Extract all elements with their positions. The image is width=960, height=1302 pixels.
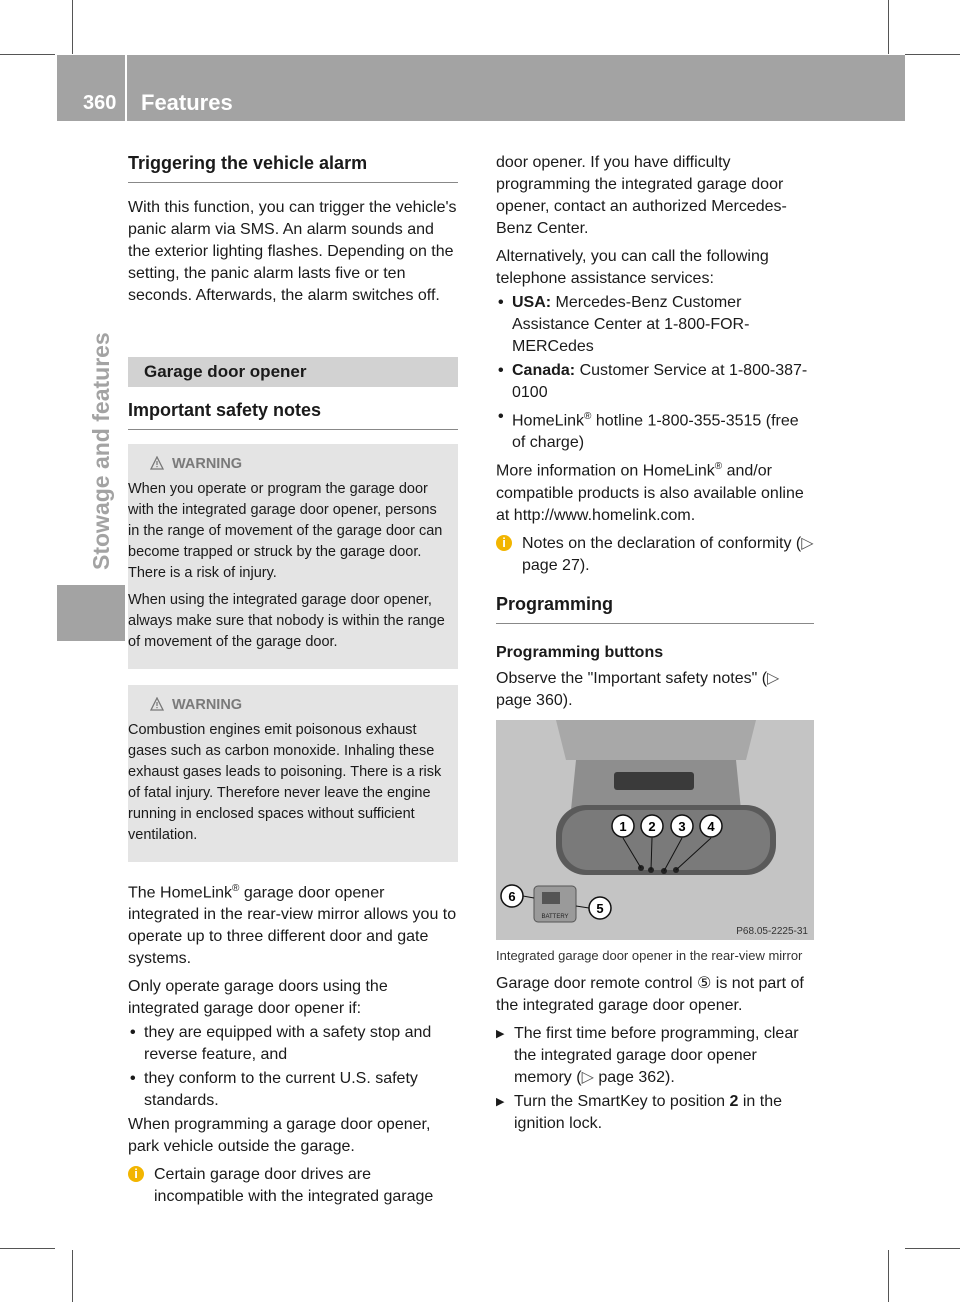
callout-3: 3	[678, 818, 686, 834]
left-column	[128, 152, 458, 1214]
page-number: 360	[83, 92, 117, 114]
page-ref-icon: ▷	[767, 669, 780, 687]
crop-mark	[72, 0, 73, 54]
mirror-illustration	[496, 720, 814, 940]
remote-text: Garage door remote control ⑤ is not part of the integrated garage door opener.	[496, 974, 804, 1014]
crop-mark	[905, 1248, 960, 1249]
crop-mark	[888, 1250, 889, 1302]
warning-title: WARNING	[128, 695, 450, 716]
chapter-tab-label: Stowage and features	[88, 332, 114, 570]
chapter-tab-block	[57, 585, 125, 641]
divider	[496, 623, 814, 624]
mirror-figure	[496, 720, 814, 940]
list-item: • USA: Mercedes-Benz Customer Assistance Center at 1-800-FOR-MERCedes	[496, 292, 814, 358]
crop-mark	[888, 0, 889, 54]
figure-caption: Integrated garage door opener in the rear-view mirror	[496, 947, 803, 963]
callout-6: 6	[508, 888, 516, 904]
callout-5: 5	[596, 900, 604, 916]
crop-mark	[0, 54, 55, 55]
warning-triangle-icon	[150, 456, 164, 470]
programming-heading: Programming	[496, 593, 614, 614]
crop-mark	[0, 1248, 55, 1249]
callout-1: 1	[619, 818, 627, 834]
divider	[128, 182, 458, 183]
callout-4: 4	[707, 818, 715, 834]
section-bar-garage: Garage door opener	[128, 357, 458, 387]
step-item: ▶ The first time before programming, clear the integrated garage door opener memory (▷ page 362).	[496, 1023, 814, 1089]
observe-text: Observe the "Important safety notes" (▷ page 360).	[496, 669, 780, 709]
warning-text: When using the integrated garage door opener, always make sure that nobody is within the range of movement of the garage door.	[128, 592, 445, 650]
page-title: Features	[141, 90, 233, 115]
info-icon: i	[496, 535, 512, 551]
trigger-text: With this function, you can trigger the vehicle's panic alarm via SMS. An alarm sounds and the exterior lighting flashes. Depending on the setting, the panic alarm lasts five or ten seconds. Afterwards, the alarm switches off.	[128, 199, 457, 304]
header-divider	[125, 55, 127, 121]
continued-text: door opener. If you have difficulty programming the integrated garage door opener, contact an authorized Mercedes-Benz Center.	[496, 154, 787, 237]
callout-2: 2	[648, 818, 656, 834]
prog-buttons-heading: Programming buttons	[496, 643, 664, 661]
crop-mark	[72, 1250, 73, 1302]
page-ref-icon: ▷	[581, 1068, 594, 1086]
alternatively-text: Alternatively, you can call the following telephone assistance services:	[496, 248, 769, 287]
divider	[128, 429, 458, 430]
battery-label: BATTERY	[541, 913, 569, 920]
when-programming-text: When programming a garage door opener, park vehicle outside the garage.	[128, 1116, 431, 1156]
warning-box	[128, 444, 458, 669]
warning-triangle-icon	[150, 697, 164, 711]
more-info-text: More information on HomeLink® and/or compatible products is also available online at http://www.homelink.com.	[496, 461, 804, 524]
warning-title: WARNING	[128, 454, 450, 475]
info-icon: i	[128, 1166, 144, 1182]
homelink-paragraph: The HomeLink® garage door opener integrated in the rear-view mirror allows you to operate up to three different door and gate systems.	[128, 883, 457, 968]
info-note: i Notes on the declaration of conformity (▷ page 27).	[496, 533, 814, 577]
list-item: • Canada: Customer Service at 1-800-387-0100	[496, 360, 814, 404]
info-note: i Certain garage door drives are incompatible with the integrated garage	[128, 1164, 458, 1208]
right-column	[496, 152, 814, 1137]
crop-mark	[905, 54, 960, 55]
warning-text: When you operate or program the garage door with the integrated garage door opener, persons in the range of movement of the garage door can become trapped or struck by the garage door. There is a risk of injury.	[128, 481, 443, 581]
warning-text: Combustion engines emit poisonous exhaust gases such as carbon monoxide. Inhaling these exhaust gases leads to poisoning. There is a risk of fatal injury. Therefore never leave the engine running in enclosed spaces without sufficient ventilation.	[128, 722, 442, 843]
trigger-heading: Triggering the vehicle alarm	[128, 153, 368, 173]
figure-code: P68.05-2225-31	[736, 925, 808, 937]
only-operate-text: Only operate garage doors using the integrated garage door opener if:	[128, 978, 388, 1018]
warning-box	[128, 685, 458, 862]
step-item: ▶ Turn the SmartKey to position 2 in the ignition lock.	[496, 1091, 814, 1135]
list-item: • they are equipped with a safety stop and reverse feature, and	[128, 1022, 458, 1066]
page-ref-icon: ▷	[801, 534, 814, 552]
list-item: • HomeLink® hotline 1-800-355-3515 (free of charge)	[496, 406, 814, 454]
list-item: • they conform to the current U.S. safety standards.	[128, 1068, 458, 1112]
safety-heading: Important safety notes	[128, 400, 322, 420]
